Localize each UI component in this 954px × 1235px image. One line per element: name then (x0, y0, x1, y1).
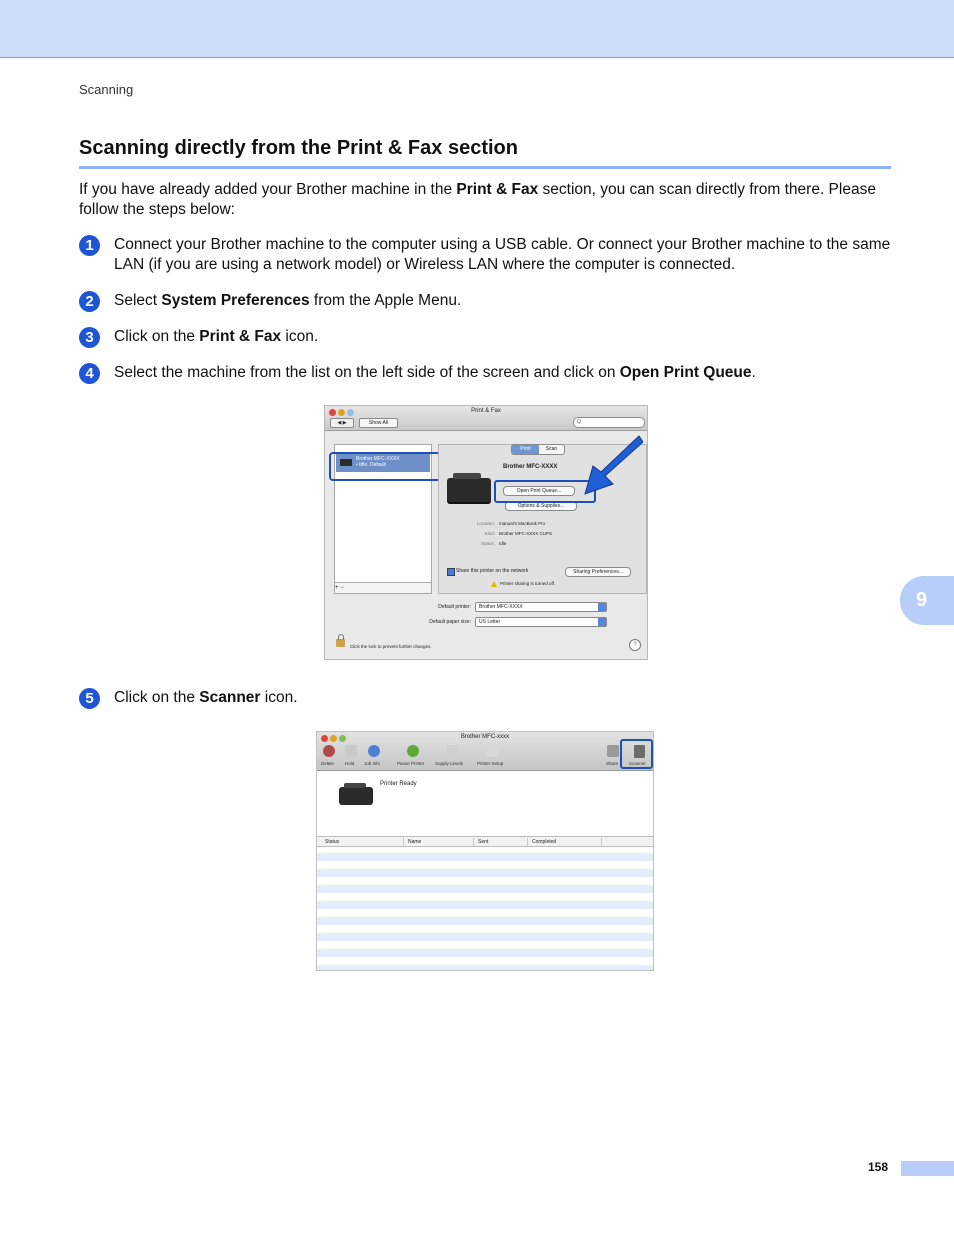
step-number-badge: 4 (79, 363, 100, 384)
page-number-bar (901, 1161, 954, 1176)
chapter-tab: 9 (900, 576, 954, 625)
print-queue-screenshot (316, 731, 654, 971)
window-titlebar (325, 406, 647, 431)
step-number-badge: 1 (79, 235, 100, 256)
share-icon[interactable] (607, 745, 619, 757)
printer-image (447, 478, 491, 502)
pause-printer-label: Pause Printer (397, 761, 425, 766)
step-3: 3 Click on the Print & Fax icon. (79, 327, 894, 347)
printer-status: Printer Ready (380, 781, 417, 787)
step-number-badge: 3 (79, 327, 100, 348)
step-1: 1 Connect your Brother machine to the computer using a USB cable. Or connect your Brother machine to the same LAN (if you are using a network model) or Wireless LAN where the computer is connected. (79, 235, 894, 275)
table-row (317, 869, 653, 877)
printer-image (339, 787, 373, 805)
sharing-warning: Printer sharing is turned off. (491, 581, 555, 587)
arrow-icon (579, 432, 643, 498)
sharing-preferences-button[interactable]: Sharing Preferences... (565, 567, 631, 577)
supply-levels-icon[interactable] (447, 745, 459, 757)
lock-icon[interactable] (336, 639, 345, 647)
chevron-down-icon (598, 603, 606, 611)
step-number-badge: 5 (79, 688, 100, 709)
paper-size-select[interactable]: US Letter (475, 617, 607, 627)
section-label: Scanning (79, 82, 134, 97)
table-row (317, 853, 653, 861)
show-all-button[interactable]: Show All (359, 418, 398, 428)
page-number: 158 (868, 1160, 889, 1174)
chevron-down-icon (598, 618, 606, 626)
column-status[interactable]: Status (325, 839, 340, 845)
status-row: Status: Idle (480, 541, 507, 546)
hold-label: Hold (345, 761, 355, 766)
delete-label: Delete (321, 761, 335, 766)
share-label: Share this printer on the network (456, 568, 529, 574)
lock-text: Click the lock to prevent further changes. (350, 644, 432, 649)
table-row (317, 965, 653, 971)
print-fax-screenshot (324, 405, 648, 660)
column-completed[interactable]: Completed (527, 838, 556, 846)
printer-setup-label: Printer Setup (477, 761, 504, 766)
page-heading: Scanning directly from the Print & Fax section (79, 137, 891, 169)
search-input[interactable]: Q (573, 417, 645, 428)
paper-size-label: Default paper size: (429, 619, 471, 625)
pause-icon[interactable] (407, 745, 419, 757)
column-sent[interactable]: Sent (473, 838, 488, 846)
table-row (317, 917, 653, 925)
column-name[interactable]: Name (403, 838, 421, 846)
tab-scan[interactable]: Scan (545, 446, 558, 452)
info-icon[interactable] (368, 745, 380, 757)
printer-name: Brother MFC-XXXX (503, 464, 558, 470)
printer-list-item[interactable]: Brother MFC-XXXX • Idle, Default (336, 454, 430, 472)
window-title: Print & Fax (471, 408, 501, 414)
step-5: 5 Click on the Scanner icon. (79, 688, 894, 708)
supply-levels-label: Supply Levels (435, 761, 464, 766)
warning-icon (491, 581, 497, 587)
intro-paragraph: If you have already added your Brother machine in the Print & Fax section, you can scan directly from there. Please follow the steps below: (79, 181, 876, 218)
share-checkbox[interactable] (447, 568, 455, 576)
queue-table-header (317, 836, 653, 847)
scanner-label: Scanner (629, 761, 646, 766)
queue-toolbar (317, 732, 653, 771)
hold-icon[interactable] (345, 745, 357, 757)
open-print-queue-button[interactable]: Open Print Queue... (503, 486, 575, 496)
step-4: 4 Select the machine from the list on the left side of the screen and click on Open Print Queue. (79, 363, 894, 383)
list-highlight-box (329, 452, 443, 481)
column-spacer (601, 838, 606, 846)
share-label: Share (606, 761, 619, 766)
tab-print[interactable]: Print (512, 445, 539, 454)
table-row (317, 901, 653, 909)
queue-title: Brother MFC-xxxx (460, 734, 510, 740)
add-remove-buttons[interactable]: + − (334, 582, 432, 594)
help-button[interactable]: ? (629, 639, 641, 651)
printer-setup-icon[interactable] (487, 745, 499, 757)
print-scan-tabs[interactable] (511, 444, 565, 455)
location-row: Location: manual's MacBook Pro (476, 521, 546, 526)
delete-icon[interactable] (323, 745, 335, 757)
table-row (317, 949, 653, 957)
table-row (317, 933, 653, 941)
table-row (317, 885, 653, 893)
back-forward-buttons[interactable]: ◀ ▶ (330, 418, 354, 428)
default-printer-label: Default printer: (438, 604, 471, 610)
default-printer-select[interactable]: Brother MFC-XXXX (475, 602, 607, 612)
header-band (0, 0, 954, 58)
kind-row: Kind: Brother MFC-XXXX CUPS (484, 531, 553, 536)
step-number-badge: 2 (79, 291, 100, 312)
scanner-highlight-box (620, 739, 653, 769)
options-supplies-button[interactable]: Options & Supplies... (505, 501, 577, 511)
job-info-label: Job Info (364, 761, 381, 766)
step-2: 2 Select System Preferences from the Apple Menu. (79, 291, 894, 311)
